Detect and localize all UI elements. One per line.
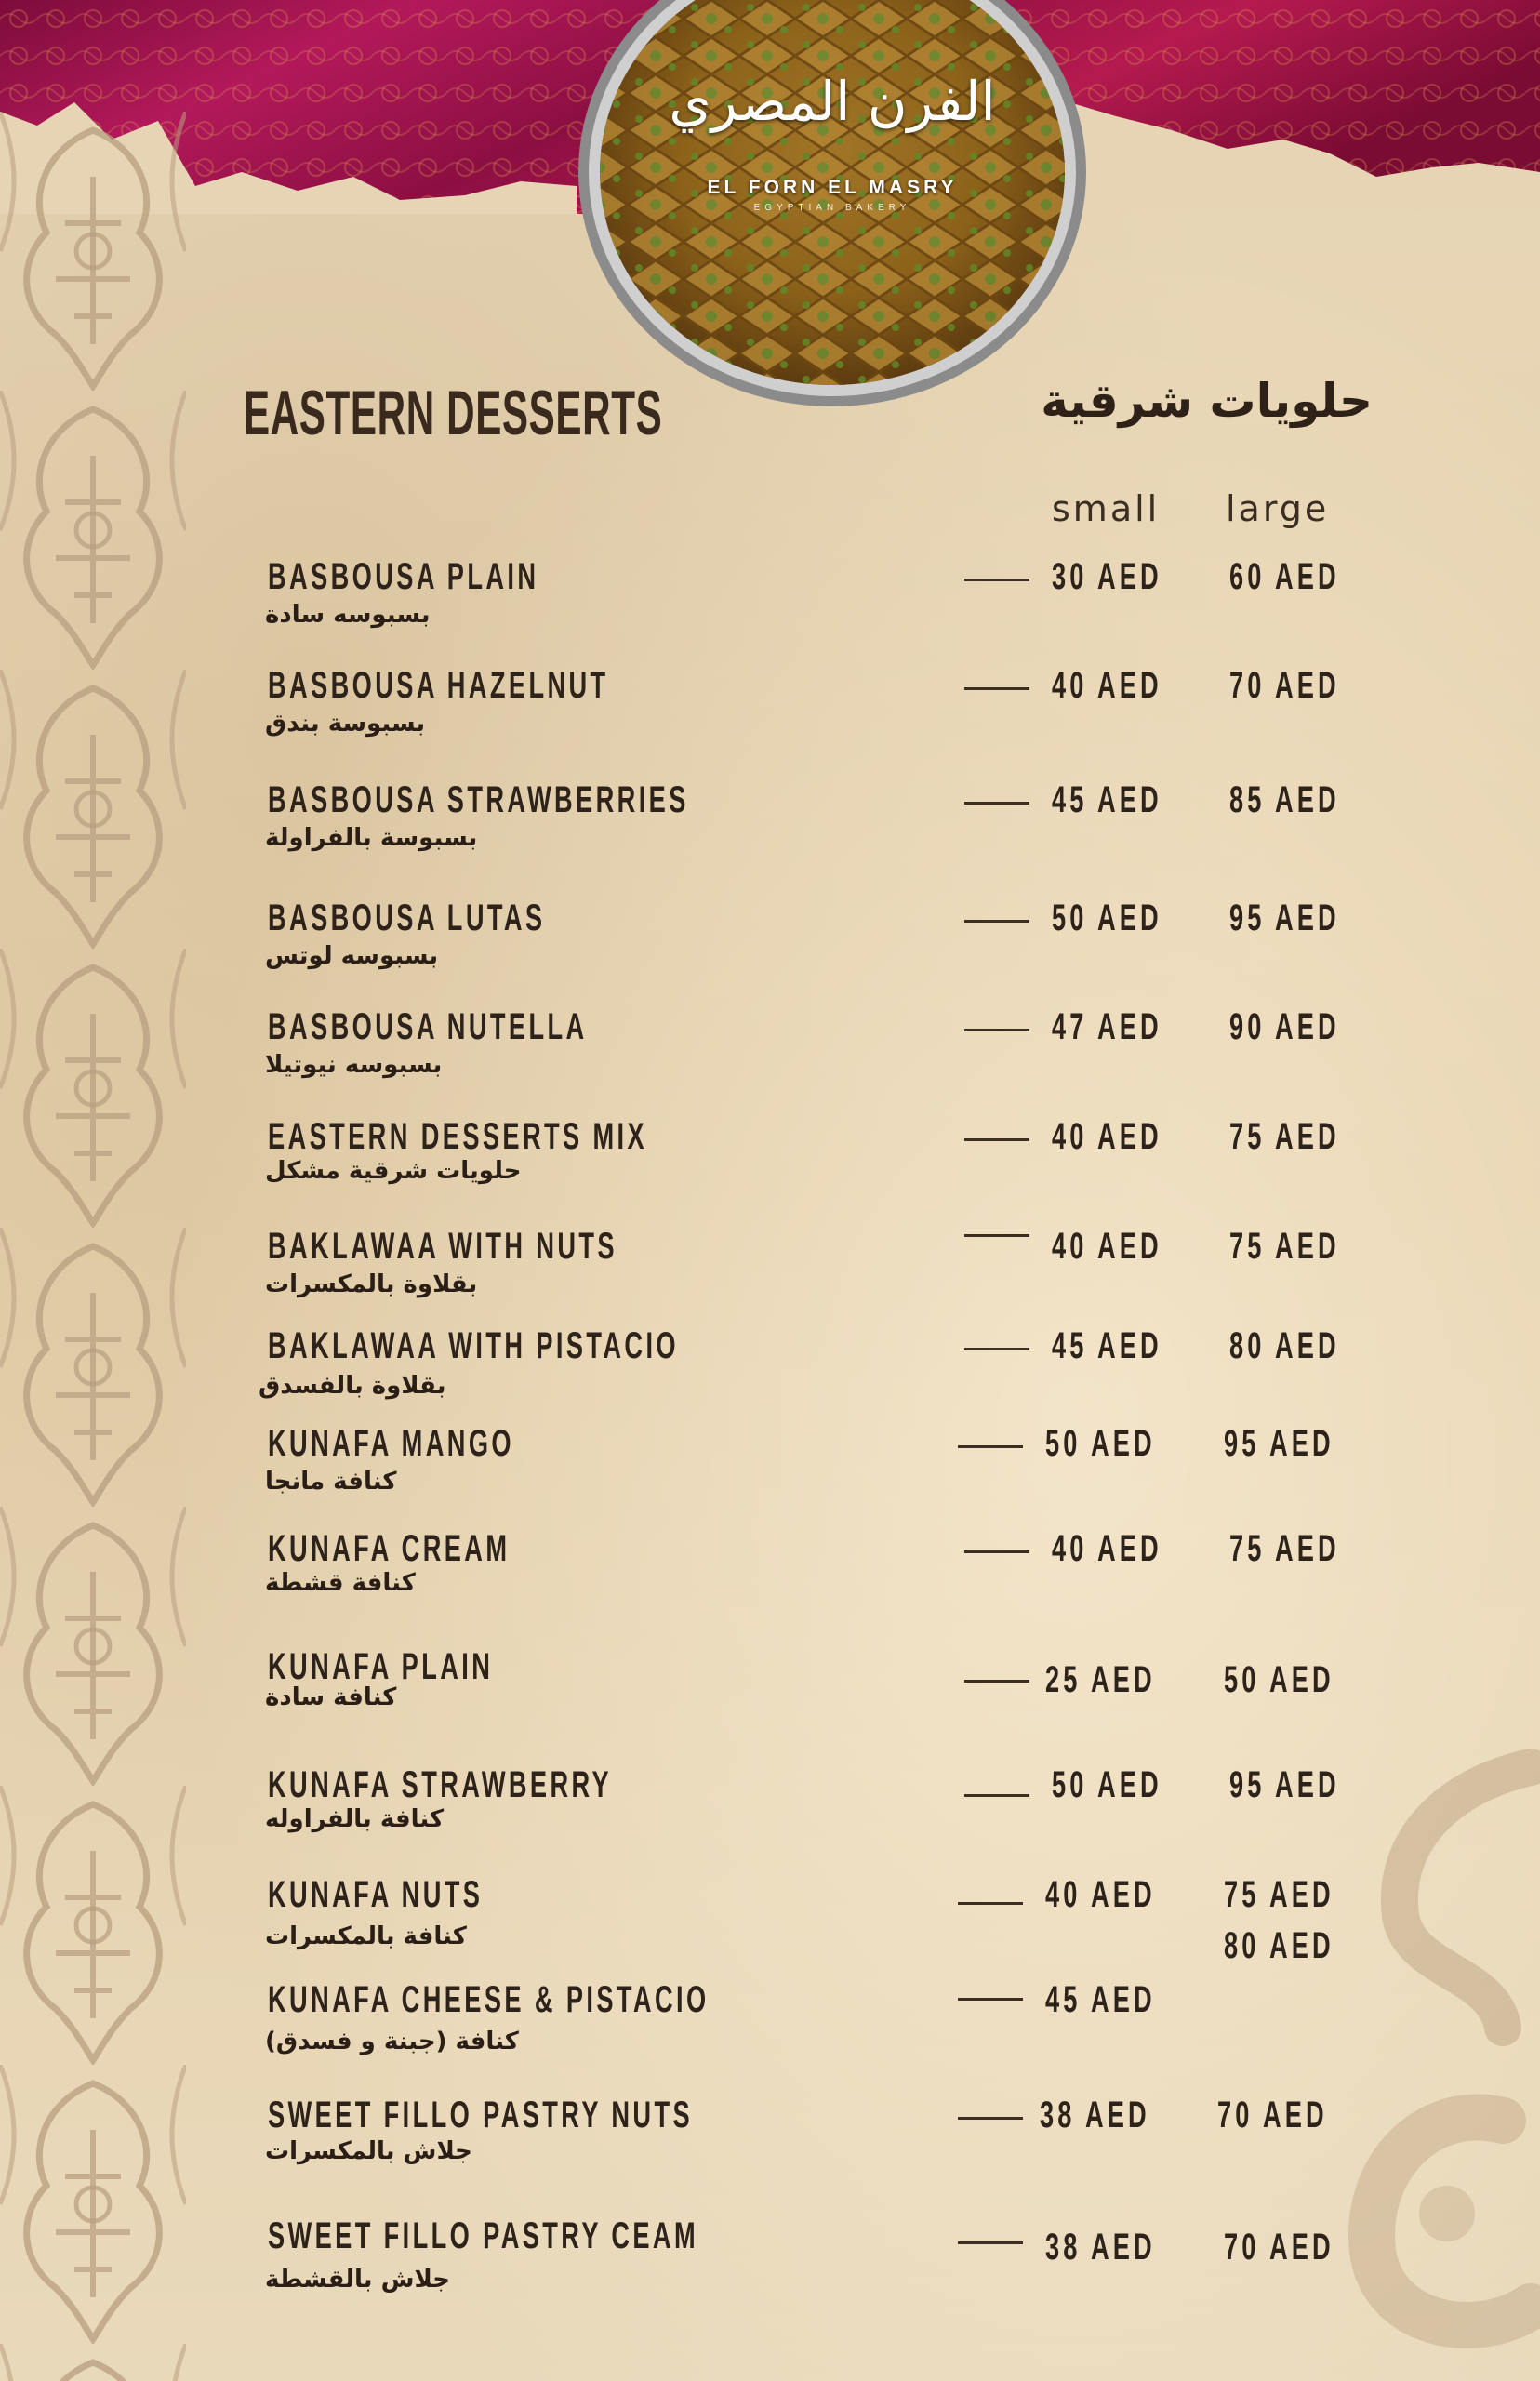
price-dash	[964, 1138, 1029, 1141]
price-dash	[964, 579, 1029, 581]
item-name-ar: بسبوسه لوتس	[265, 942, 439, 970]
price-small: 40 AED	[1052, 1226, 1162, 1267]
menu-item	[0, 2095, 1540, 2197]
menu-item	[0, 1006, 1540, 1109]
menu-item	[0, 1116, 1540, 1218]
item-name-en: KUNAFA PLAIN	[268, 1646, 494, 1687]
price-large: 95 AED	[1229, 898, 1340, 938]
price-large: 75 AED	[1229, 1528, 1340, 1569]
item-name-ar: كنافة سادة	[265, 1683, 397, 1711]
price-small: 40 AED	[1052, 1116, 1162, 1157]
price-small: 40 AED	[1052, 1528, 1162, 1569]
price-dash	[958, 2241, 1023, 2244]
price-large: 95 AED	[1224, 1423, 1334, 1464]
item-name-ar: جلاش بالقشطة	[265, 2266, 450, 2294]
menu-item	[0, 1325, 1540, 1428]
price-small: 50 AED	[1045, 1423, 1156, 1464]
price-large: 75 AED	[1224, 1874, 1334, 1915]
item-name-en: KUNAFA NUTS	[268, 1874, 484, 1915]
logo-plate	[572, 0, 1093, 409]
price-dash	[964, 687, 1029, 690]
item-name-ar: كنافة بالمكسرات	[265, 1922, 467, 1950]
price-large: 70 AED	[1224, 2227, 1334, 2268]
item-name-en: BAKLAWAA WITH NUTS	[268, 1226, 617, 1267]
price-large: 80 AED	[1229, 1325, 1340, 1366]
item-name-ar: بسبوسه نيوتيلا	[265, 1051, 443, 1079]
logo-subtitle: EGYPTIAN BAKERY	[753, 203, 911, 213]
item-name-en: BAKLAWAA WITH PISTACIO	[268, 1325, 679, 1366]
price-dash	[964, 1550, 1029, 1553]
price-dash	[958, 2117, 1023, 2120]
price-large: 90 AED	[1229, 1006, 1340, 1047]
menu-item	[0, 1764, 1540, 1867]
price-dash	[964, 920, 1029, 923]
price-dash	[958, 1445, 1023, 1448]
price-small: 50 AED	[1052, 1764, 1162, 1805]
price-small: 47 AED	[1052, 1006, 1162, 1047]
price-large: 85 AED	[1229, 779, 1340, 820]
menu-item	[0, 1528, 1540, 1630]
menu-item	[0, 665, 1540, 767]
price-small: 38 AED	[1045, 2227, 1156, 2268]
price-large: 70 AED	[1229, 665, 1340, 706]
item-name-ar: كنافة (جبنة و فسدق)	[265, 2028, 519, 2055]
item-name-ar: كنافة بالفراوله	[265, 1805, 445, 1833]
item-name-en: BASBOUSA HAZELNUT	[268, 665, 609, 706]
item-name-ar: كنافة مانجا	[265, 1468, 397, 1496]
item-name-en: KUNAFA STRAWBERRY	[268, 1764, 613, 1805]
item-name-en: SWEET FILLO PASTRY NUTS	[268, 2095, 694, 2135]
item-name-en: BASBOUSA LUTAS	[268, 898, 546, 938]
price-small: 25 AED	[1045, 1659, 1156, 1700]
item-name-ar: بسبوسة بالفراولة	[265, 824, 478, 852]
item-name-en: KUNAFA CREAM	[268, 1528, 511, 1569]
price-small: 40 AED	[1052, 665, 1162, 706]
menu-item	[0, 1226, 1540, 1328]
menu-item	[0, 898, 1540, 1000]
menu-item	[0, 556, 1540, 658]
menu-item	[0, 779, 1540, 882]
item-name-ar: بسبوسة بندق	[265, 710, 426, 738]
item-name-ar: بقلاوة بالمكسرات	[265, 1270, 478, 1298]
menu-item	[0, 1646, 1540, 1749]
logo-latin-text: EL FORN EL MASRY	[707, 177, 958, 198]
price-dash	[964, 1029, 1029, 1031]
section-title-en: EASTERN DESSERTS	[244, 378, 663, 448]
column-header-small: small	[1052, 488, 1161, 529]
price-small: 40 AED	[1045, 1874, 1156, 1915]
item-name-en: SWEET FILLO PASTRY CEAM	[268, 2215, 699, 2256]
price-small: 38 AED	[1040, 2095, 1150, 2135]
price-large: 80 AED	[1224, 1925, 1334, 1966]
item-name-en: BASBOUSA PLAIN	[268, 556, 539, 597]
section-title-ar: حلويات شرقية	[1041, 374, 1373, 428]
price-dash	[964, 1234, 1029, 1237]
price-dash	[958, 1902, 1023, 1905]
item-name-en: BASBOUSA NUTELLA	[268, 1006, 588, 1047]
logo-arabic-text: الفرن المصري	[669, 70, 996, 133]
menu-item	[0, 1423, 1540, 1525]
item-name-ar: بسبوسه سادة	[265, 601, 431, 629]
price-large: 50 AED	[1224, 1659, 1334, 1700]
price-small: 45 AED	[1052, 1325, 1162, 1366]
item-name-ar: جلاش بالمكسرات	[265, 2137, 472, 2165]
price-small: 50 AED	[1052, 898, 1162, 938]
price-large: 75 AED	[1229, 1116, 1340, 1157]
menu-item	[0, 2215, 1540, 2318]
price-dash	[964, 1680, 1029, 1683]
price-small: 45 AED	[1052, 779, 1162, 820]
price-large: 95 AED	[1229, 1764, 1340, 1805]
item-name-en: KUNAFA MANGO	[268, 1423, 514, 1464]
price-dash	[964, 1348, 1029, 1350]
price-small: 30 AED	[1052, 556, 1162, 597]
price-small: 45 AED	[1045, 1979, 1156, 2020]
price-dash	[964, 802, 1029, 805]
price-dash	[958, 1998, 1023, 2001]
item-name-en: BASBOUSA STRAWBERRIES	[268, 779, 689, 820]
item-name-ar: بقلاوة بالفسدق	[259, 1372, 446, 1400]
price-large: 70 AED	[1217, 2095, 1328, 2135]
column-header-large: large	[1226, 488, 1330, 529]
price-large: 60 AED	[1229, 556, 1340, 597]
item-name-ar: كنافة قشطة	[265, 1569, 416, 1597]
price-dash	[964, 1794, 1029, 1797]
item-name-ar: حلويات شرقية مشكل	[265, 1157, 522, 1185]
item-name-en: EASTERN DESSERTS MIX	[268, 1116, 648, 1157]
price-large: 75 AED	[1229, 1226, 1340, 1267]
item-name-en: KUNAFA CHEESE & PISTACIO	[268, 1979, 710, 2020]
